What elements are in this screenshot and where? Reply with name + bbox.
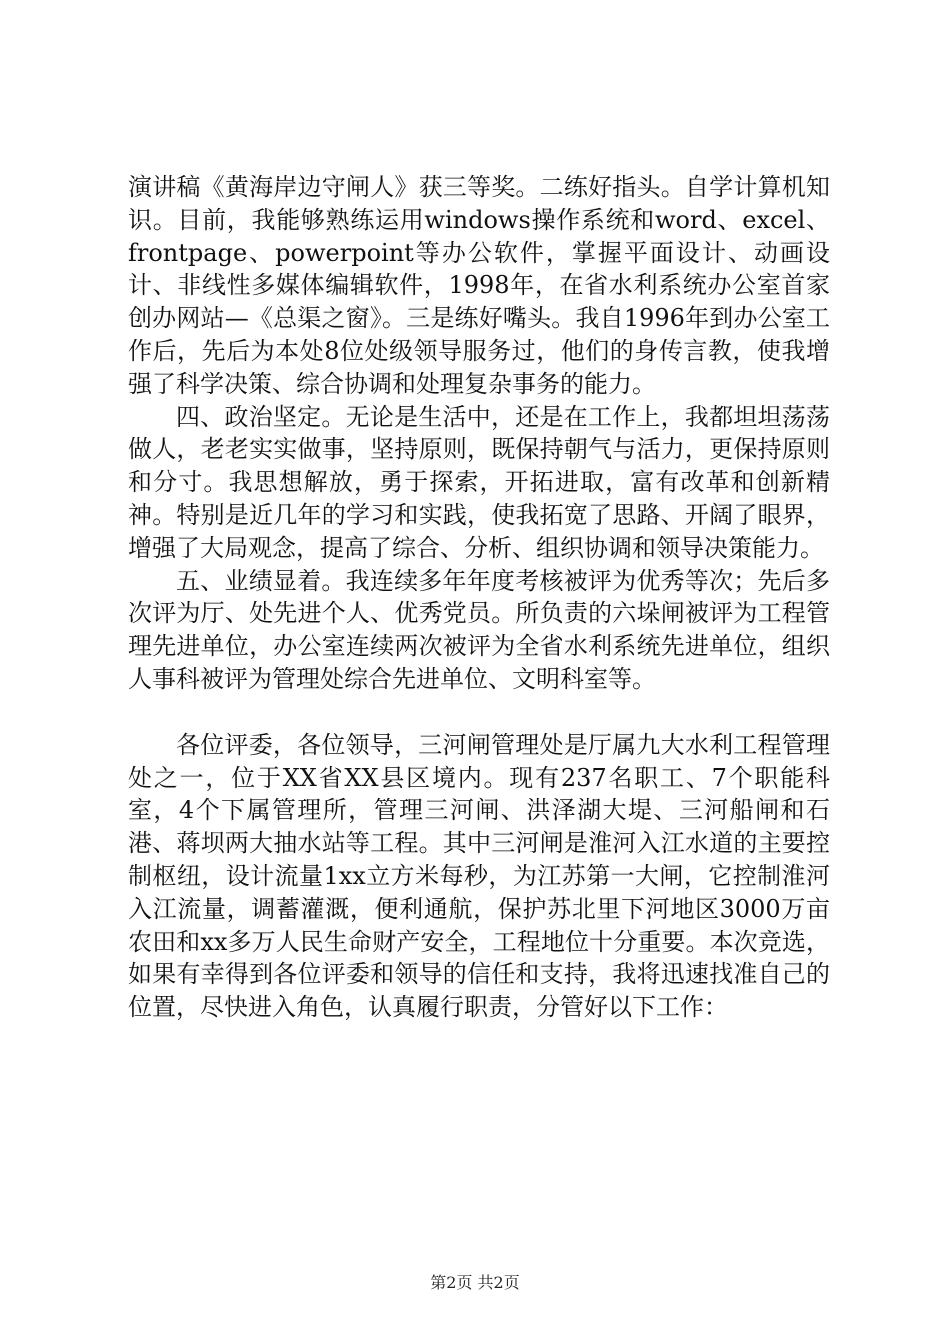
paragraph-achievements: 五、业绩显着。我连续多年年度考核被评为优秀等次；先后多次评为厅、处先进个人、优秀党员。所负责的六垛闸被评为工程管理先进单位，办公室连续两次被评为全省水利系统先进单位，组织人事科被评为管理处综合先进单位、文明科室等。 [128, 566, 830, 693]
paragraph-introduction: 各位评委，各位领导，三河闸管理处是厅属九大水利工程管理处之一，位于XX省XX县区境内。现有237名职工、7个职能科室，4个下属管理所，管理三河闸、洪泽湖大堤、三河船闸和石港、蒋坝两大抽水站等工程。其中三河闸是淮河入江水道的主要控制枢纽，设计流量1xx立方米每秒，为江苏第一大闸，它控制淮河入江流量，调蓄灌溉，便利通航，保护苏北里下河地区3000万亩农田和xx多万人民生命财产安全，工程地位十分重要。本次竞选，如果有幸得到各位评委和领导的信任和支持，我将迅速找准自己的位置，尽快进入角色，认真履行职责，分管好以下工作： [128, 730, 830, 1022]
document-body [128, 171, 830, 1024]
page-footer: 第2页 共2页 [430, 1273, 520, 1292]
paragraph-political: 四、政治坚定。无论是生活中，还是在工作上，我都坦坦荡荡做人，老老实实做事，坚持原则，既保持朝气与活力，更保持原则和分寸。我思想解放，勇于探索，开拓进取，富有改革和创新精神。特别是近几年的学习和实践，使我拓宽了思路、开阔了眼界，增强了大局观念，提高了综合、分析、组织协调和领导决策能力。 [128, 402, 830, 562]
paragraph-gap [128, 696, 830, 729]
paragraph-continuation: 演讲稿《黄海岸边守闸人》获三等奖。二练好指头。自学计算机知识。目前，我能够熟练运用windows操作系统和word、excel、frontpage、powerpoint等办公软件，掌握平面设计、动画设计、非线性多媒体编辑软件，1998年，在省水利系统办公室首家创办网站—《总渠之窗》。三是练好嘴头。我自1996年到办公室工作后，先后为本处8位处级领导服务过，他们的身传言教，使我增强了科学决策、综合协调和处理复杂事务的能力。 [128, 173, 830, 398]
